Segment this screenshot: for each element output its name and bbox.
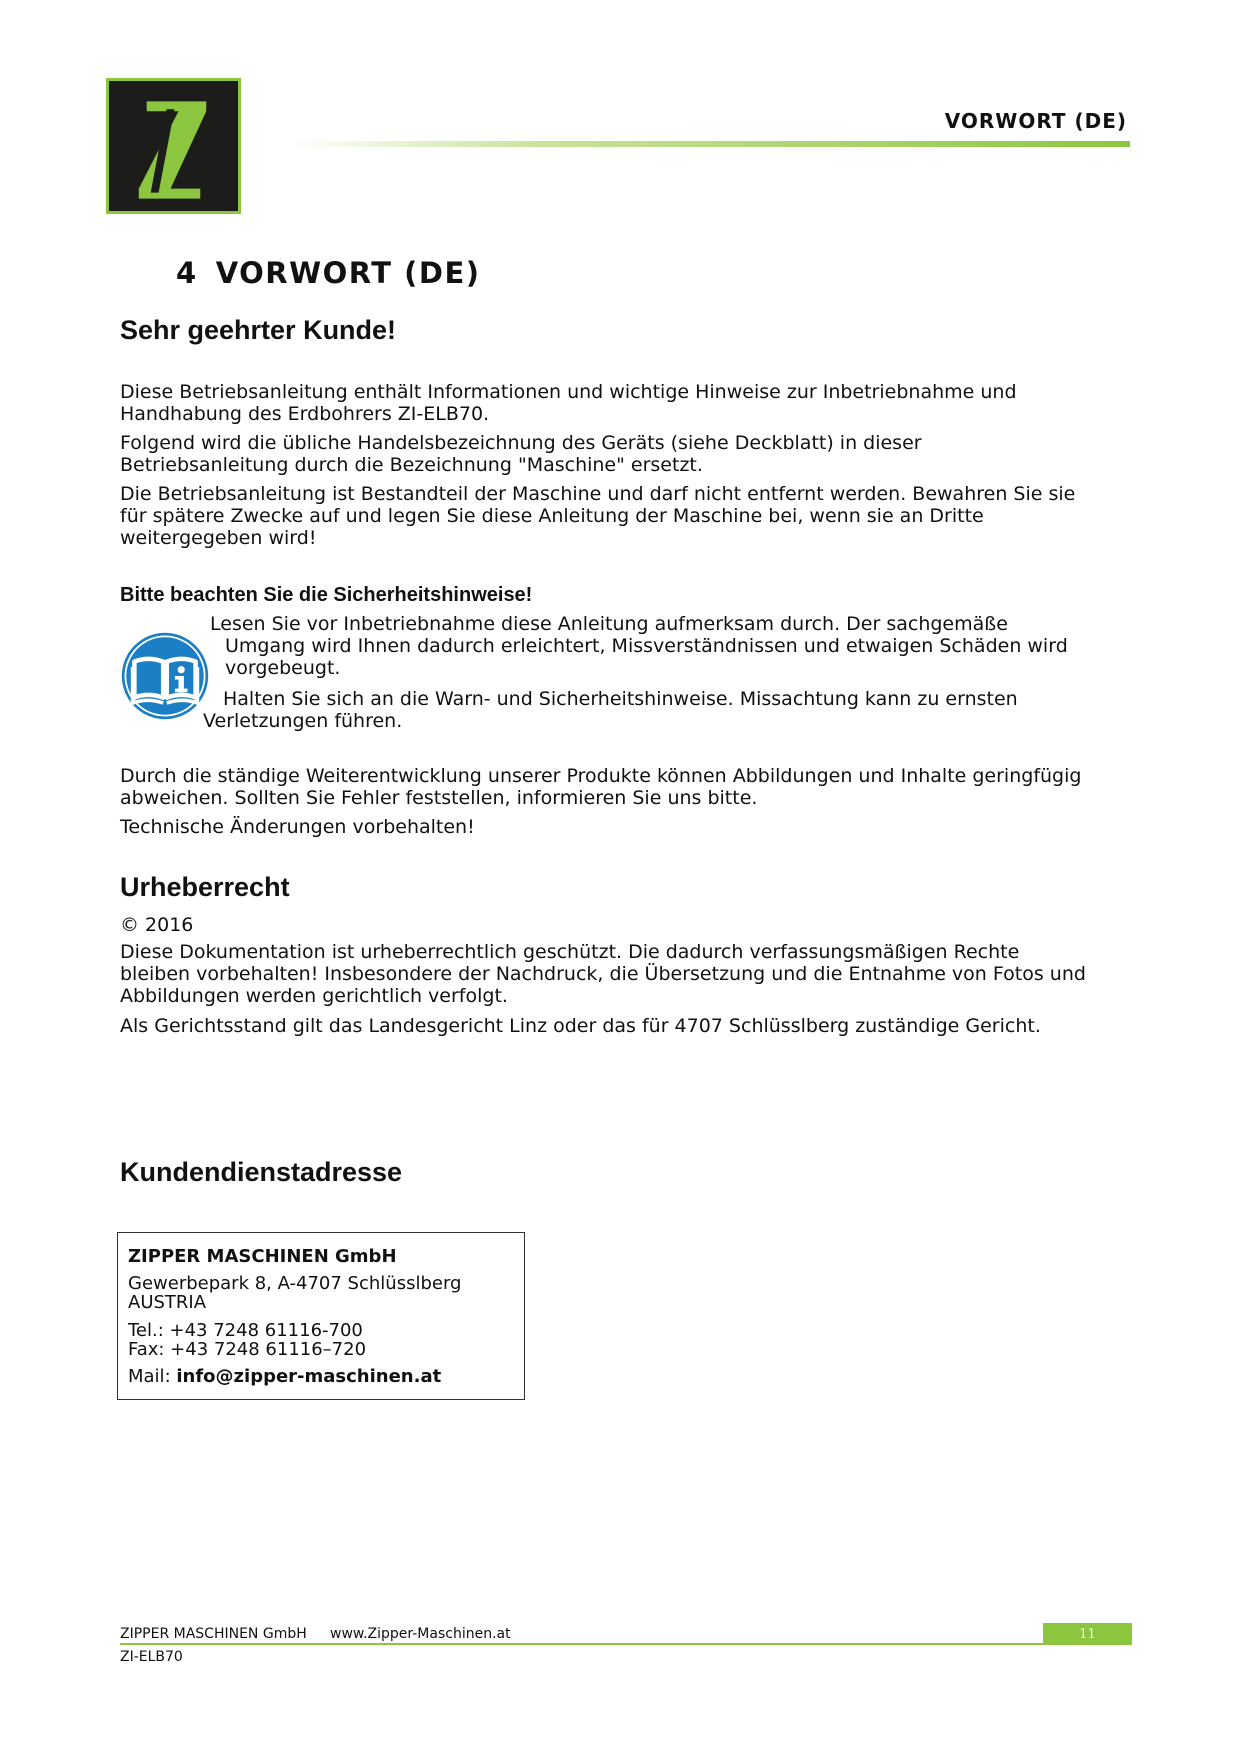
page-number: 11 — [1043, 1623, 1132, 1645]
safety-heading: Bitte beachten Sie die Sicherheitshinweise! — [120, 584, 533, 606]
jurisdiction-note: Als Gerichtsstand gilt das Landesgericht Linz oder das für 4707 Schlüsslberg zuständige Gericht. — [120, 1015, 1041, 1037]
header-divider — [290, 141, 1130, 147]
fax-number: Fax: +43 7248 61116–720 — [128, 1339, 367, 1360]
notice-paragraph — [120, 765, 1081, 809]
text-line: Diese Betriebsanleitung enthält Informationen und wichtige Hinweise zur Inbetriebnahme und — [120, 381, 1017, 403]
text-line: Betriebsanleitung durch die Bezeichnung "Maschine" ersetzt. — [120, 454, 703, 476]
chapter-number: 4 — [176, 256, 198, 290]
footer-divider — [120, 1643, 1131, 1645]
country: AUSTRIA — [128, 1292, 207, 1313]
chapter-title-text: VORWORT (DE) — [215, 256, 481, 290]
text-line: vorgebeugt. — [225, 657, 341, 679]
footer-company: ZIPPER MASCHINEN GmbH — [120, 1626, 307, 1642]
copyright-paragraph — [120, 941, 1086, 1007]
footer-website[interactable]: www.Zipper-Maschinen.at — [330, 1626, 511, 1642]
service-heading: Kundendienstadresse — [120, 1157, 403, 1187]
mail-line — [128, 1367, 441, 1387]
company-name: ZIPPER MASCHINEN GmbH — [128, 1246, 397, 1267]
copyright-year: © 2016 — [120, 914, 194, 936]
chapter-title — [176, 256, 481, 290]
zipper-logo — [106, 78, 241, 214]
address-box — [117, 1232, 525, 1400]
text-line: Die Betriebsanleitung ist Bestandteil der Maschine und darf nicht entfernt werden. Bewahren Sie sie — [120, 483, 1076, 505]
read-manual-info-icon — [120, 631, 210, 721]
technical-changes-note: Technische Änderungen vorbehalten! — [120, 816, 475, 838]
text-line: Halten Sie sich an die Warn- und Sicherheitshinweise. Missachtung kann zu ernsten — [223, 688, 1018, 710]
text-line: Abbildungen werden gerichtlich verfolgt. — [120, 985, 508, 1007]
text-line: Verletzungen führen. — [203, 710, 403, 732]
safety-paragraph-2 — [203, 688, 1018, 732]
street-address: Gewerbepark 8, A-4707 Schlüsslberg — [128, 1273, 462, 1294]
phone-number: Tel.: +43 7248 61116-700 — [128, 1320, 363, 1341]
text-line: weitergegeben wird! — [120, 527, 317, 549]
text-line: abweichen. Sollten Sie Fehler feststellen, informieren Sie uns bitte. — [120, 787, 758, 809]
zipper-z-logo-icon — [109, 81, 238, 211]
text-line: Handhabung des Erdbohrers ZI-ELB70. — [120, 403, 490, 425]
text-line: für spätere Zwecke auf und legen Sie diese Anleitung der Maschine bei, wenn sie an Dritte — [120, 505, 984, 527]
mail-link[interactable]: info@zipper-maschinen.at — [176, 1366, 442, 1387]
safety-paragraph-1 — [210, 613, 1068, 679]
intro-paragraph-3 — [120, 483, 1075, 549]
text-line: Diese Dokumentation ist urheberrechtlich geschützt. Die dadurch verfassungsmäßigen Rechte — [120, 941, 1020, 963]
header-title: VORWORT (DE) — [944, 109, 1127, 133]
greeting-heading: Sehr geehrter Kunde! — [120, 315, 397, 345]
text-line: Folgend wird die übliche Handelsbezeichnung des Geräts (siehe Deckblatt) in dieser — [120, 432, 922, 454]
footer-model: ZI-ELB70 — [120, 1649, 183, 1665]
copyright-heading: Urheberrecht — [120, 872, 290, 902]
text-line: Durch die ständige Weiterentwicklung unserer Produkte können Abbildungen und Inhalte geringfügig — [120, 765, 1082, 787]
text-line: bleiben vorbehalten! Insbesondere der Nachdruck, die Übersetzung und die Entnahme von Fotos und — [120, 963, 1086, 985]
intro-paragraph-2 — [120, 432, 1006, 476]
text-line: Lesen Sie vor Inbetriebnahme diese Anleitung aufmerksam durch. Der sachgemäße — [210, 613, 1008, 635]
intro-paragraph-1 — [120, 381, 1017, 425]
mail-label: Mail: — [128, 1366, 177, 1387]
text-line: Umgang wird Ihnen dadurch erleichtert, Missverständnissen und etwaigen Schäden wird — [225, 635, 1068, 657]
